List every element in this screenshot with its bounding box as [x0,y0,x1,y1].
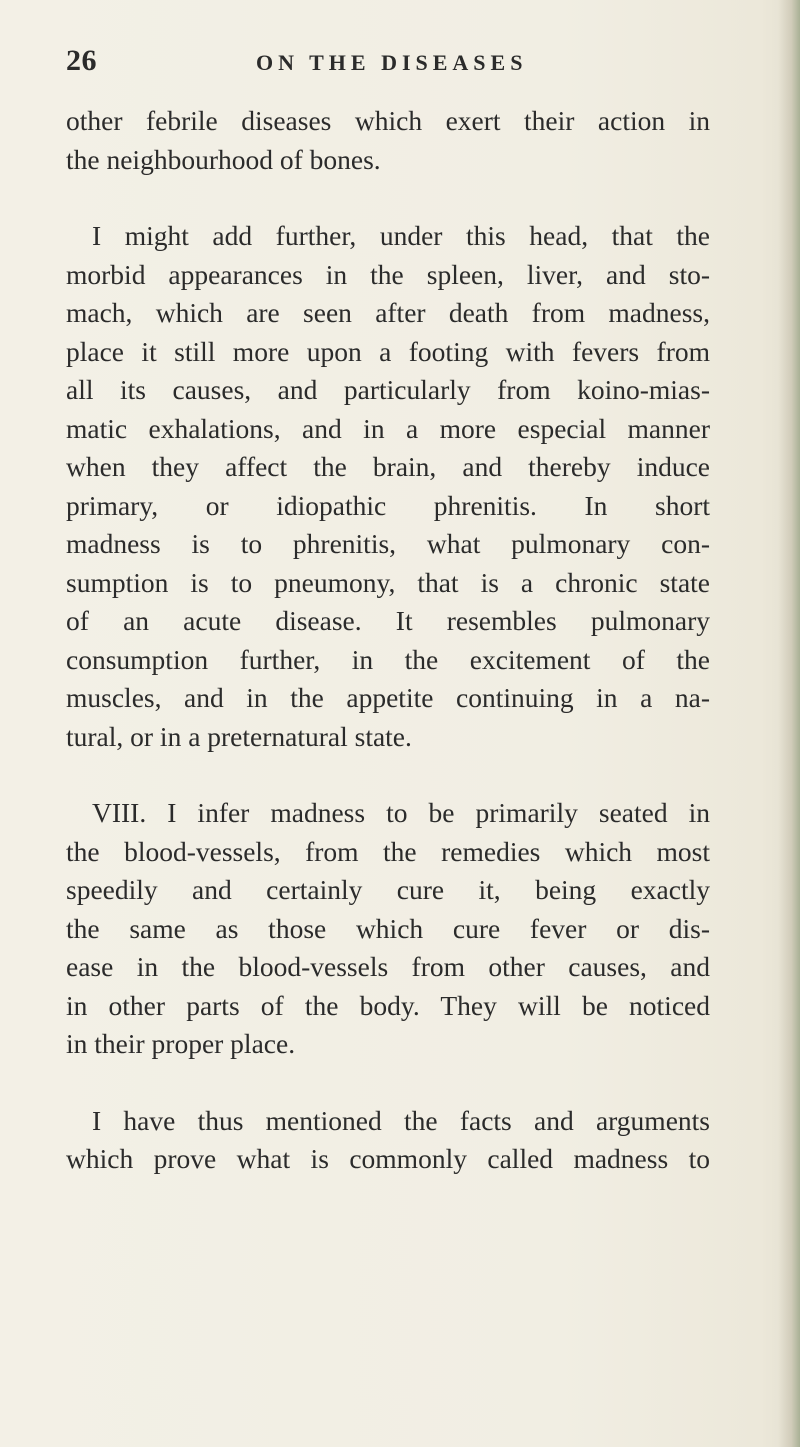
text-line: the same as those which cure fever or dis- [66,912,710,944]
text-line: VIII. I infer madness to be primarily seated in [92,797,710,828]
text-line: other febrile diseases which exert their action in [66,105,710,136]
text-line: primary, or idiopathic phrenitis. In short [66,489,710,521]
text-line: matic exhalations, and in a more especial manner [66,412,710,444]
text-line: place it still more upon a footing with fevers from [66,335,710,367]
text-line: mach, which are seen after death from madness, [66,297,710,328]
page-edge-shadow [778,0,800,1447]
text-line: speedily and certainly cure it, being exactly [66,874,710,905]
text-line: I might add further, under this head, that the [92,220,710,251]
page-number: 26 [66,44,97,77]
text-line: muscles, and in the appetite continuing in a na- [66,682,710,713]
paragraph-continuation [66,102,710,179]
text-line: of an acute disease. It resembles pulmonary [66,605,710,636]
text-line: morbid appearances in the spleen, liver, and sto- [66,258,710,290]
text-line: tural, or in a preternatural state. [66,720,412,752]
running-header [66,44,706,84]
text-line: the blood-vessels, from the remedies which most [66,835,710,867]
text-line: the neighbourhood of bones. [66,143,381,175]
text-line: all its causes, and particularly from koino-mias- [66,374,710,405]
text-line: in other parts of the body. They will be noticed [66,989,710,1021]
body-text [66,102,710,1217]
running-title: ON THE DISEASES [256,50,528,75]
text-line: when they affect the brain, and thereby induce [66,451,710,482]
text-line: I have thus mentioned the facts and arguments [92,1104,710,1136]
text-line: ease in the blood-vessels from other causes, and [66,951,710,982]
text-line: madness is to phrenitis, what pulmonary con- [66,528,710,559]
paragraph-section-viii [66,794,710,1064]
text-line: in their proper place. [66,1028,296,1059]
paragraph-morbid-appearances [66,217,710,756]
text-line: sumption is to pneumony, that is a chronic state [66,566,710,598]
paragraph-conclusion [66,1102,710,1179]
text-line: consumption further, in the excitement of the [66,643,710,675]
text-line: which prove what is commonly called madness to [66,1143,710,1174]
